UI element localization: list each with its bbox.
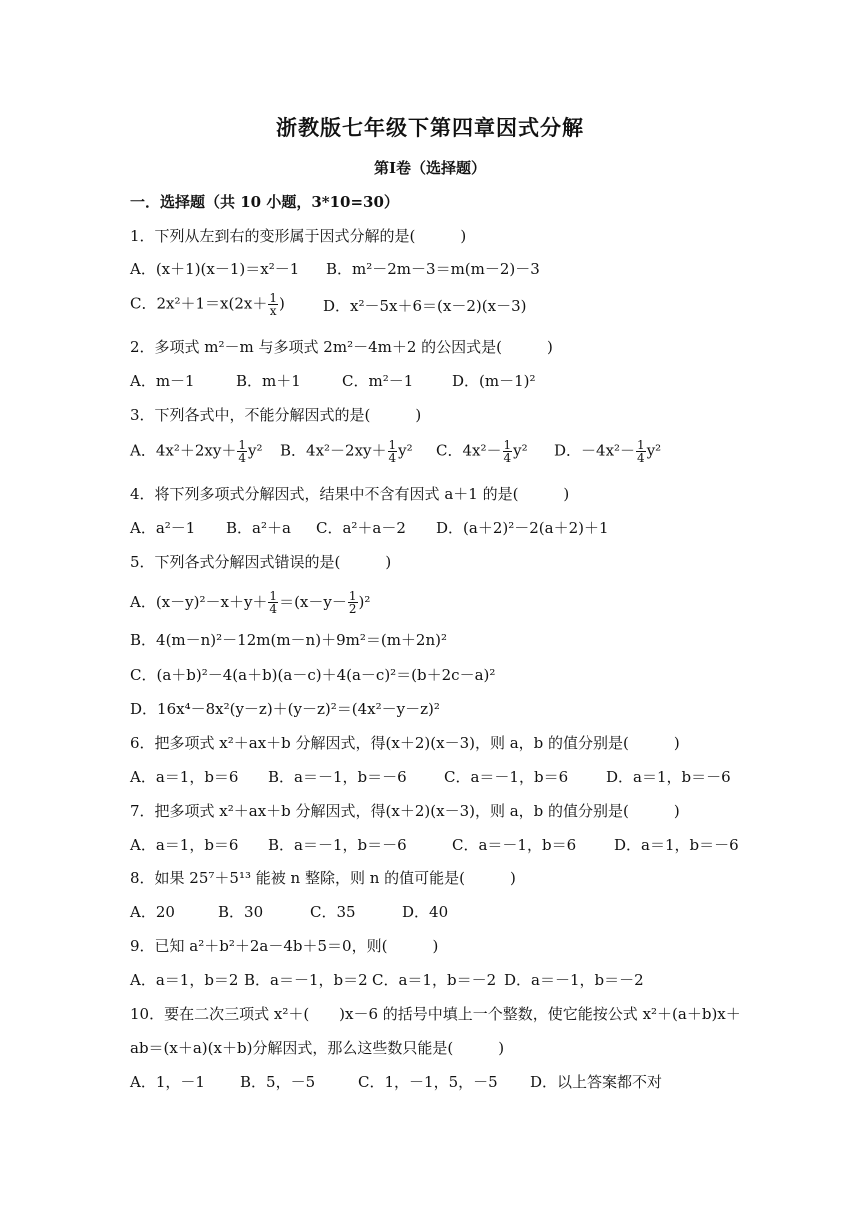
q3-d-text-post: y² [646, 441, 662, 460]
q5-option-a [130, 589, 371, 619]
q5-a-fraction-2 [348, 590, 358, 615]
q3-option-a [130, 439, 262, 464]
q5-a-fraction-1 [268, 590, 278, 615]
q6-option-b: B．a＝－1，b＝－6 [268, 768, 407, 786]
q4-option-d: D．(a＋2)²－2(a＋2)＋1 [436, 519, 609, 537]
q8-option-c: C．35 [310, 903, 356, 921]
question-9-stem: 9．已知 a²＋b²＋2a－4b＋5＝0，则( ) [130, 937, 439, 955]
question-2-stem: 2．多项式 m²－m 与多项式 2m²－4m＋2 的公因式是( ) [130, 338, 553, 356]
q7-option-b: B．a＝－1，b＝－6 [268, 836, 407, 854]
q5-option-c: C．(a＋b)²－4(a＋b)(a－c)＋4(a－c)²＝(b＋2c－a)² [130, 666, 496, 684]
q5-a-text-pre: A．(x－y)²－x＋y＋ [130, 592, 268, 611]
q5-a-text-mid: ＝(x－y－ [279, 592, 347, 611]
question-10-stem-line-2: ab＝(x＋a)(x＋b)分解因式，那么这些数只能是( ) [130, 1039, 505, 1057]
fraction-numerator: 1 [269, 291, 277, 305]
q2-option-c: C．m²－1 [342, 372, 414, 390]
document-title: 浙教版七年级下第四章因式分解 [276, 115, 584, 140]
q7-option-c: C．a＝－1，b＝6 [452, 836, 577, 854]
q10-option-d: D．以上答案都不对 [530, 1073, 663, 1091]
q3-b-text-pre: B．4x²－2xy＋ [280, 441, 387, 460]
question-3-stem: 3．下列各式中，不能分解因式的是( ) [130, 406, 422, 424]
q10-option-b: B．5，－5 [240, 1073, 316, 1091]
q9-option-a: A．a＝1，b＝2 [130, 971, 239, 989]
q6-option-a: A．a＝1，b＝6 [130, 768, 239, 786]
q3-a-text-post: y² [247, 441, 263, 460]
q1-c-text-post: ) [279, 294, 285, 313]
question-4-stem: 4．将下列多项式分解因式，结果中不含有因式 a＋1 的是( ) [130, 485, 570, 503]
q2-option-b: B．m＋1 [236, 372, 301, 390]
q5-option-b: B．4(m－n)²－12m(m－n)＋9m²＝(m＋2n)² [130, 631, 447, 649]
q1-c-text-pre: C．2x²＋1＝x(2x＋ [130, 294, 268, 313]
q1-option-c [130, 292, 285, 317]
q5-option-d: D．16x⁴－8x²(y－z)＋(y－z)²＝(4x²－y－z)² [130, 700, 440, 718]
q3-c-text-pre: C．4x²－ [436, 441, 502, 460]
fraction-denominator: x [269, 304, 277, 318]
fraction-denominator: 4 [637, 451, 645, 465]
question-5-stem: 5．下列各式分解因式错误的是( ) [130, 553, 392, 571]
q3-a-text-pre: A．4x²＋2xy＋ [130, 441, 237, 460]
q1-option-a: A．(x＋1)(x－1)＝x²－1 [130, 260, 300, 278]
fraction-numerator: 1 [503, 438, 512, 452]
fraction-numerator: 1 [348, 589, 357, 603]
q7-option-d: D．a＝1，b＝－6 [614, 836, 739, 854]
q7-option-a: A．a＝1，b＝6 [130, 836, 239, 854]
q8-option-d: D．40 [402, 903, 449, 921]
q4-option-c: C．a²＋a－2 [316, 519, 406, 537]
q3-c-fraction [503, 439, 513, 464]
fraction-denominator: 4 [503, 451, 512, 465]
q3-b-fraction [388, 439, 398, 464]
q3-option-c [436, 439, 528, 464]
q3-b-text-post: y² [398, 441, 413, 460]
fraction-numerator: 1 [269, 589, 278, 603]
question-1-stem: 1．下列从左到右的变形属于因式分解的是( ) [130, 227, 467, 245]
section-heading: 一．选择题（共 10 小题，3*10=30） [130, 193, 399, 211]
fraction-denominator: 4 [269, 602, 278, 616]
fraction-denominator: 2 [348, 602, 357, 616]
q10-option-a: A．1，－1 [130, 1073, 205, 1091]
q4-option-a: A．a²－1 [130, 519, 196, 537]
q4-option-b: B．a²＋a [226, 519, 291, 537]
q2-option-d: D．(m－1)² [452, 372, 536, 390]
q3-a-fraction [237, 439, 247, 464]
document-subtitle: 第Ⅰ卷（选择题） [373, 159, 487, 177]
q3-option-b [280, 439, 413, 464]
q9-option-d: D．a＝－1，b＝－2 [504, 971, 644, 989]
q8-option-a: A．20 [130, 903, 175, 921]
q6-option-c: C．a＝－1，b＝6 [444, 768, 569, 786]
q10-option-c: C．1，－1，5，－5 [358, 1073, 498, 1091]
q1-option-d: D．x²－5x＋6＝(x－2)(x－3) [323, 297, 527, 315]
q3-option-d [554, 439, 661, 464]
q6-option-d: D．a＝1，b＝－6 [606, 768, 731, 786]
fraction-numerator: 1 [637, 438, 645, 452]
question-7-stem: 7．把多项式 x²＋ax＋b 分解因式，得(x＋2)(x－3)，则 a，b 的值分别是( ) [130, 802, 680, 820]
question-6-stem: 6．把多项式 x²＋ax＋b 分解因式，得(x＋2)(x－3)，则 a，b 的值分别是( ) [130, 734, 680, 752]
q1-option-b: B．m²－2m－3＝m(m－2)－3 [326, 260, 540, 278]
q5-a-content [130, 589, 371, 616]
q9-option-c: C．a＝1，b＝－2 [372, 971, 497, 989]
question-8-stem: 8．如果 25⁷＋5¹³ 能被 n 整除，则 n 的值可能是( ) [130, 869, 516, 887]
fraction-numerator: 1 [388, 438, 397, 452]
fraction-denominator: 4 [388, 451, 397, 465]
q5-a-text-post: )² [358, 592, 371, 611]
q3-c-text-post: y² [513, 441, 528, 460]
fraction-denominator: 4 [238, 451, 246, 465]
question-10-stem-line-1: 10．要在二次三项式 x²＋( )x－6 的括号中填上一个整数，使它能按公式 x²＋(a＋b)x＋ [130, 1005, 741, 1023]
q9-option-b: B．a＝－1，b＝2 [244, 971, 368, 989]
fraction-numerator: 1 [238, 438, 246, 452]
q2-option-a: A．m－1 [130, 372, 195, 390]
q3-d-fraction [636, 439, 646, 464]
q8-option-b: B．30 [218, 903, 264, 921]
q1-c-fraction [268, 292, 278, 317]
q3-d-text-pre: D．－4x²－ [554, 441, 636, 460]
